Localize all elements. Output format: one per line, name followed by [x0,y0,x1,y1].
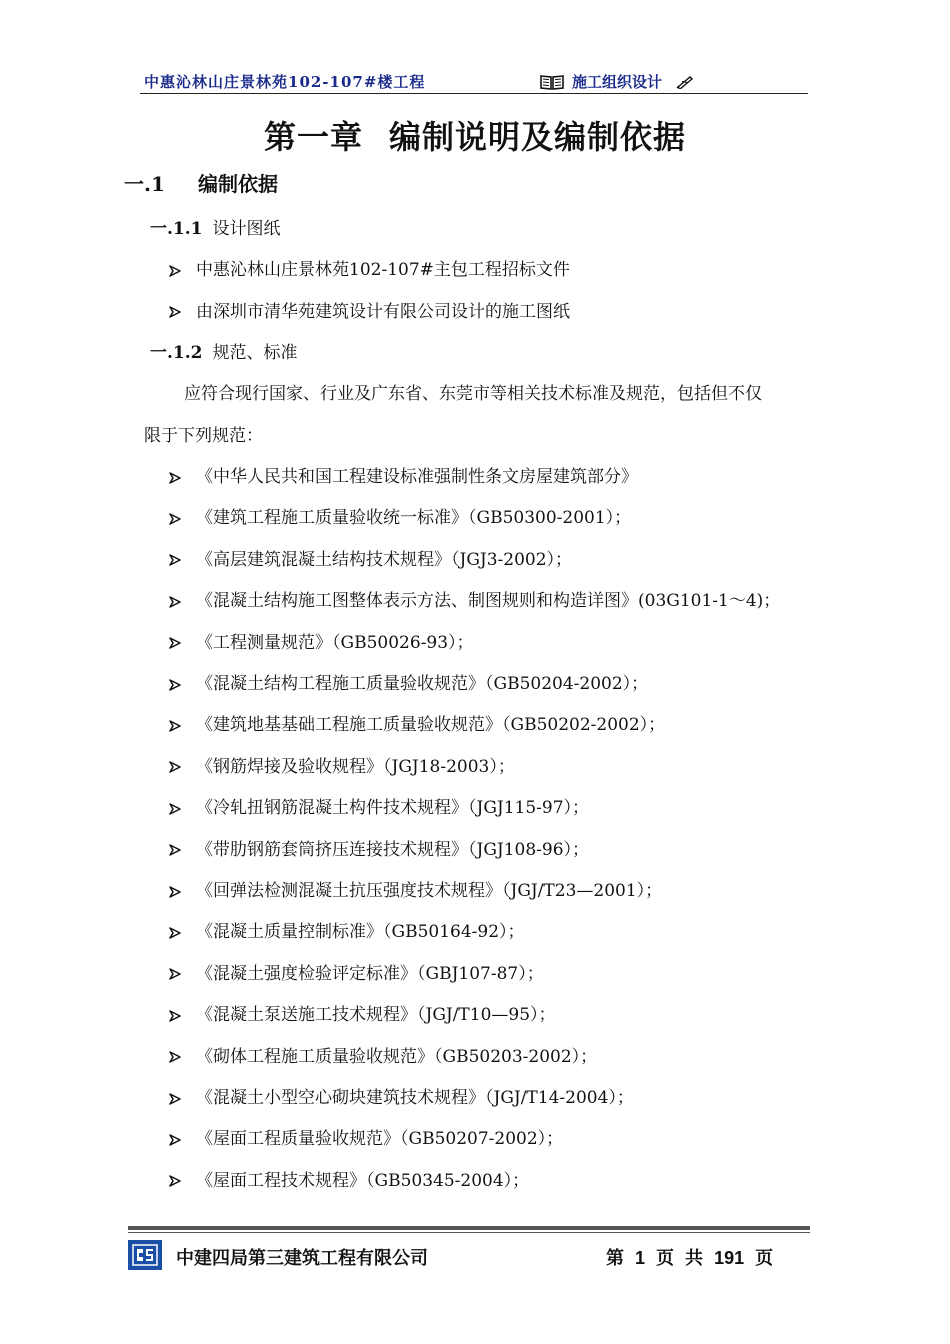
arrow-bullet-icon [168,757,196,777]
arrow-bullet-icon [168,1047,196,1067]
list-item [168,876,662,901]
list-item-text: 《建筑工程施工质量验收统一标准》（GB50300-2001）； [196,508,632,529]
page-total: 191 [714,1248,745,1268]
arrow-bullet-icon [168,550,196,570]
section-title: 编制依据 [198,172,278,196]
arrow-bullet-icon [168,302,196,322]
list-item [168,1042,597,1067]
footer-divider-thick [128,1226,810,1230]
list-item [168,1124,563,1149]
header-divider [140,93,808,94]
footer-company-name: 中建四局第三建筑工程有限公司 [176,1248,428,1268]
book-icon [540,74,564,90]
list-item [168,628,474,653]
arrow-bullet-icon [168,1171,196,1191]
cscec-logo-icon [128,1240,162,1270]
arrow-bullet-icon [168,840,196,860]
section-heading [124,168,278,197]
subsection-heading-design-drawings [150,214,281,239]
list-item-text: 《混凝土小型空心砌块建筑技术规程》（JGJ/T14-2004）； [196,1088,634,1108]
list-item [168,1166,529,1191]
list-item [168,297,570,322]
arrow-bullet-icon [168,674,196,694]
arrow-bullet-icon [168,508,196,528]
chapter-name: 编制说明及编制依据 [389,118,687,156]
subsection-heading-standards [150,338,298,363]
list-item-text: 《工程测量规范》（GB50026-93）； [196,632,474,653]
list-item-text: 《屋面工程技术规程》（GB50345-2004）； [196,1170,530,1191]
list-item-text: 《带肋钢筋套筒挤压连接技术规程》（JGJ108-96）； [196,839,590,860]
list-item [168,710,665,735]
list-item-text: 中惠沁林山庄景林苑102-107#主包工程招标文件 [196,260,570,280]
header-doc-type [540,71,694,92]
arrow-bullet-icon [168,715,196,735]
arrow-bullet-icon [168,881,196,901]
list-item [168,669,648,694]
subsection-title: 规范、标准 [212,343,298,363]
list-item [168,752,515,777]
page-label-post: 页 [755,1248,774,1268]
list-item [168,1083,634,1108]
list-item-text: 《混凝土结构施工图整体表示方法、制图规则和构造详图》(03G101-1～4)； [196,591,781,612]
list-item [168,545,572,570]
list-item [168,959,544,984]
intro-paragraph-line-1: 应符合现行国家、行业及广东省、东莞市等相关技术标准及规范，包括但不仅 [184,384,762,404]
subsection-title: 设计图纸 [212,219,281,239]
list-item [168,1000,556,1025]
list-item-text: 《屋面工程质量验收规范》（GB50207-2002）； [196,1129,564,1150]
arrow-bullet-icon [168,633,196,653]
list-item-text: 《混凝土质量控制标准》（GB50164-92）； [196,922,525,943]
list-item [168,835,589,860]
list-item-text: 《高层建筑混凝土结构技术规程》（JGJ3-2002）； [196,549,573,570]
list-item-text: 《中华人民共和国工程建设标准强制性条文房屋建筑部分》 [196,467,638,487]
chapter-label: 第一章 [263,118,363,156]
section-number: 一.1 [124,172,165,196]
list-item [168,917,525,942]
list-item-text: 《混凝土强度检验评定标准》（GBJ107-87）； [196,963,544,984]
page-header [140,66,808,94]
page-label-mid: 页 共 [656,1248,704,1268]
chapter-title [0,112,950,158]
arrow-bullet-icon [168,1088,196,1108]
list-item-text: 《砌体工程施工质量验收规范》（GB50203-2002）； [196,1046,598,1067]
subsection-number: 一.1.2 [150,343,203,363]
list-item [168,586,780,611]
list-item-text: 《混凝土结构工程施工质量验收规范》（GB50204-2002）； [196,674,649,694]
page-label-pre: 第 [606,1248,624,1268]
pen-icon [676,75,694,89]
footer-divider-thin [128,1232,810,1233]
list-item-text: 《建筑地基基础工程施工质量验收规范》（GB50202-2002）； [196,715,666,736]
page-current: 1 [635,1248,646,1268]
list-item-text: 由深圳市清华苑建筑设计有限公司设计的施工图纸 [196,301,570,322]
header-doc-type-label: 施工组织设计 [572,73,663,91]
arrow-bullet-icon [168,1129,196,1149]
arrow-bullet-icon [168,922,196,942]
list-item [168,503,631,528]
list-item [168,255,570,280]
list-item [168,793,589,818]
list-item-text: 《混凝土泵送施工技术规程》（JGJ/T10—95）； [196,1005,556,1026]
arrow-bullet-icon [168,798,196,818]
arrow-bullet-icon [168,260,196,280]
list-item-text: 《回弹法检测混凝土抗压强度技术规程》（JGJ/T23—2001）； [196,881,663,901]
list-item-text: 《钢筋焊接及验收规程》（JGJ18-2003）； [196,756,515,777]
list-item [168,462,638,487]
arrow-bullet-icon [168,591,196,611]
list-item-text: 《冷轧扭钢筋混凝土构件技术规程》（JGJ115-97）； [196,798,590,819]
arrow-bullet-icon [168,964,196,984]
footer-page-info [606,1244,773,1270]
intro-paragraph-line-2: 限于下列规范： [144,426,263,446]
subsection-number: 一.1.1 [150,219,203,239]
header-project-title: 中惠沁林山庄景林苑102-107#楼工程 [144,73,426,91]
arrow-bullet-icon [168,467,196,487]
arrow-bullet-icon [168,1005,196,1025]
